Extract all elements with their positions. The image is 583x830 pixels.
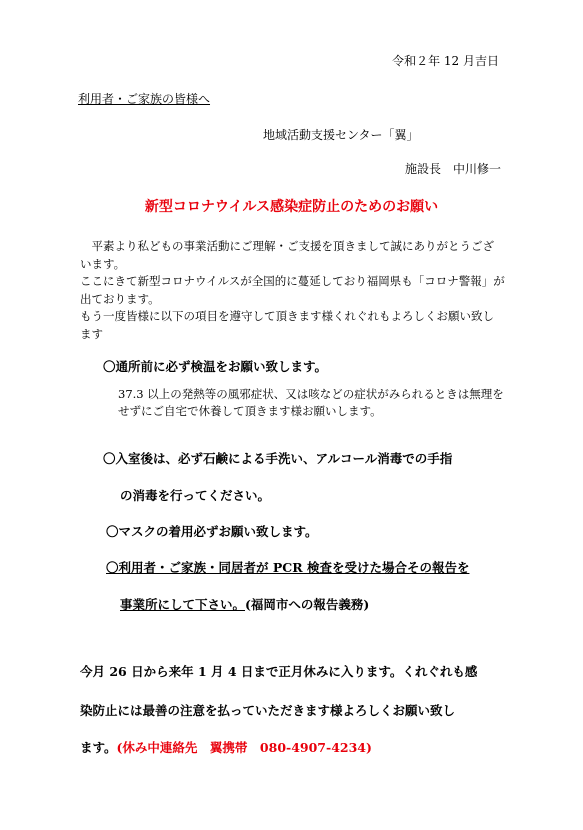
closing-line-prefix: ます。	[80, 740, 117, 755]
intro-paragraph: もう一度皆様に以下の項目を遵守して頂きます様くれぐれもよろしくお願い致します	[80, 309, 494, 341]
item-temperature-note: 37.3 以上の発熱等の風邪症状、又は咳などの症状がみられるときは無理をせずにご自宅で休養して頂きます様お願いします。	[118, 387, 504, 418]
holiday-contact: (休み中連絡先 翼携帯 080-4907-4234)	[116, 740, 372, 755]
item-handwash-line1: 〇入室後は、必ず石鹸による手洗い、アルコール消毒での手指	[103, 451, 453, 466]
intro-paragraph: 平素より私どもの事業活動にご理解・ご支援を頂きまして誠にありがとうございます。	[80, 239, 494, 271]
closing-line: 染防止には最善の注意を払っていただきます様よろしくお願い致し	[80, 703, 456, 718]
notice-title: 新型コロナウイルス感染症防止のためのお願い	[144, 199, 439, 215]
recipient: 利用者・ご家族の皆様へ	[78, 92, 211, 106]
sender-name: 施設長 中川修一	[404, 162, 501, 176]
item-pcr-line2	[120, 595, 369, 613]
item-handwash-line2: の消毒を行ってください。	[120, 488, 271, 503]
intro-section	[80, 238, 505, 343]
item-pcr-report-note: (福岡市への報告義務)	[245, 597, 370, 612]
item-mask: 〇マスクの着用必ずお願い致します。	[106, 524, 318, 539]
intro-paragraph: ここにきて新型コロナウイルスが全国的に蔓延しており福岡県も「コロナ警報」が出ております。	[80, 274, 505, 306]
closing-line	[80, 738, 372, 756]
date: 令和２年 12 月吉日	[392, 54, 499, 68]
item-pcr-line1: 〇利用者・ご家族・同居者が PCR 検査を受けた場合その報告を	[106, 560, 470, 575]
item-pcr-report-instruction: 事業所にして下さい。	[120, 597, 246, 612]
closing-line: 今月 26 日から来年 1 月 4 日まで正月休みに入ります。くれぐれも感	[80, 664, 478, 679]
item-temperature-check: 〇通所前に必ず検温をお願い致します。	[103, 359, 328, 374]
sender-organization: 地域活動支援センター「翼」	[263, 128, 419, 142]
